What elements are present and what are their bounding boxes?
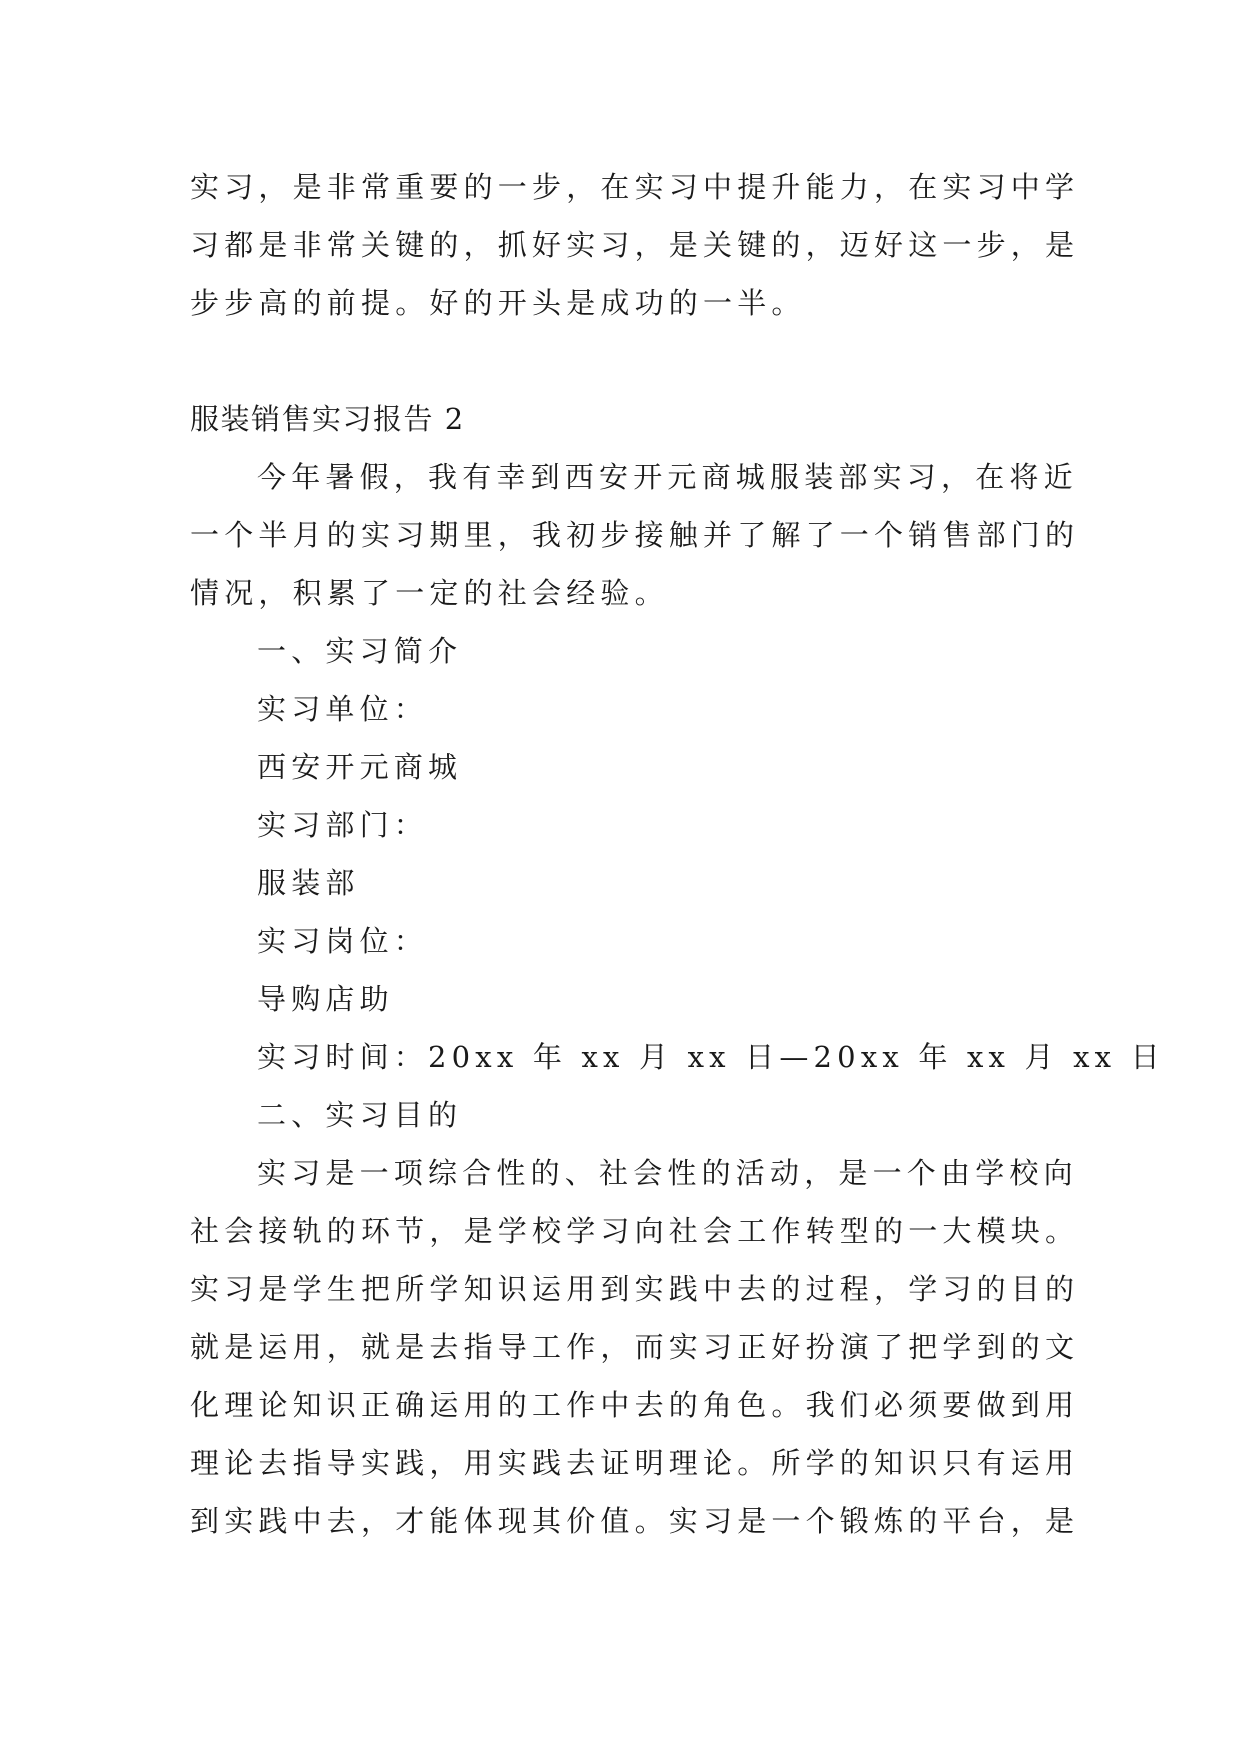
post-label: 实习岗位：	[257, 924, 429, 958]
text-line: 理论去指导实践，用实践去证明理论。所学的知识只有运用	[190, 1446, 1080, 1480]
document-body	[190, 158, 1165, 1550]
text-line: 今年暑假，我有幸到西安开元商城服装部实习，在将近	[257, 460, 1078, 494]
text-line: 化理论知识正确运用的工作中去的角色。我们必须要做到用	[190, 1388, 1080, 1422]
text-line: 社会接轨的环节，是学校学习向社会工作转型的一大模块。	[190, 1214, 1080, 1248]
unit-value: 西安开元商城	[257, 750, 463, 784]
text-line: 步步高的前提。好的开头是成功的一半。	[190, 286, 806, 320]
text-line: 到实践中去，才能体现其价值。实习是一个锻炼的平台，是	[190, 1504, 1080, 1538]
dept-label: 实习部门：	[257, 808, 429, 842]
text-line: 习都是非常关键的，抓好实习，是关键的，迈好这一步，是	[190, 228, 1080, 262]
intro-paragraph	[190, 158, 1080, 332]
part1-heading: 一、实习简介	[257, 634, 463, 668]
section-title: 服装销售实习报告 2	[190, 402, 465, 436]
purpose-paragraph	[190, 1144, 1080, 1550]
text-line: 实习，是非常重要的一步，在实习中提升能力，在实习中学	[190, 170, 1080, 204]
dept-value: 服装部	[257, 866, 360, 900]
text-line: 一个半月的实习期里，我初步接触并了解了一个销售部门的	[190, 518, 1080, 552]
text-line: 就是运用，就是去指导工作，而实习正好扮演了把学到的文	[190, 1330, 1080, 1364]
opening-paragraph	[190, 448, 1080, 622]
post-value: 导购店助	[257, 982, 394, 1016]
text-line: 情况，积累了一定的社会经验。	[190, 576, 669, 610]
time-line: 实习时间：20xx 年 xx 月 xx 日—20xx 年 xx 月 xx 日	[257, 1040, 1165, 1074]
text-line: 实习是学生把所学知识运用到实践中去的过程，学习的目的	[190, 1272, 1080, 1306]
part2-heading: 二、实习目的	[257, 1098, 463, 1132]
text-line: 实习是一项综合性的、社会性的活动，是一个由学校向	[257, 1156, 1078, 1190]
unit-label: 实习单位：	[257, 692, 429, 726]
